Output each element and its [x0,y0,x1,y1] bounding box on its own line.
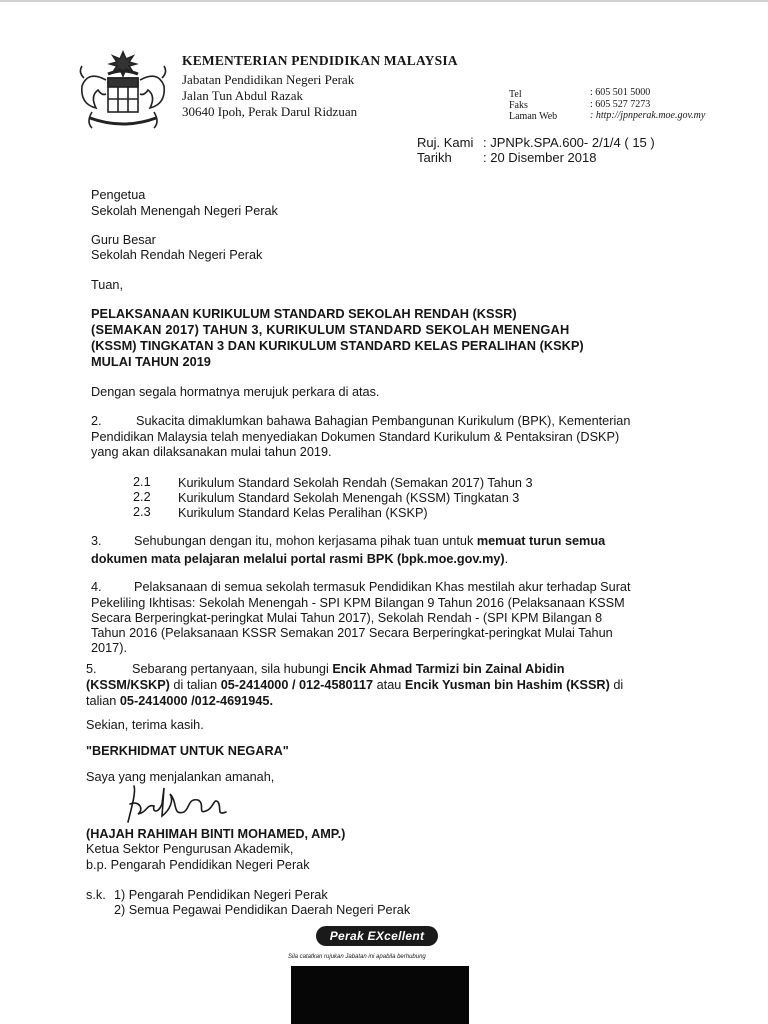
para-5-text: talian [86,694,117,708]
salutation: Tuan, [91,278,123,292]
motto: "BERKHIDMAT UNTUK NEGARA" [86,744,289,758]
signatory-name: (HAJAH RAHIMAH BINTI MOHAMED, AMP.) [86,827,346,841]
contact-label-fax: Faks [509,100,528,111]
signatory-title: Ketua Sektor Pengurusan Akademik, [86,842,294,856]
para-5-text: atau [376,678,402,692]
para-5-line-1 [132,662,565,677]
subject-line-1: PELAKSANAAN KURIKULUM STANDARD SEKOLAH RENDAH (KSSR) [91,306,517,321]
footer-note: Sila catatkan rujukan Jabatan ini apabila berhubung [288,954,426,960]
list-item-text: Kurikulum Standard Kelas Peralihan (KSKP) [178,506,428,520]
para-5-line-2 [86,678,623,693]
cc-item: 1) Pengarah Pendidikan Negeri Perak [114,888,328,902]
scan-edge-line [0,0,768,2]
para-5-text: di [613,678,624,692]
para-3-line-1 [134,534,605,549]
list-item-text: Kurikulum Standard Sekolah Rendah (Semakan 2017) Tahun 3 [178,476,533,490]
ref-label: Ruj. Kami [417,135,474,150]
contact-value-web[interactable]: : http://jpnperak.moe.gov.my [590,110,706,121]
intro-paragraph: Dengan segala hormatnya merujuk perkara di atas. [91,385,380,399]
department-name: Jabatan Pendidikan Negeri Perak [182,72,355,87]
ref-value: : JPNPk.SPA.600- 2/1/4 ( 15 ) [483,135,655,150]
para-5-number: 5. [86,662,97,676]
contact-value-tel: : 605 501 5000 [590,87,651,98]
para-4-line-1: Pelaksanaan di semua sekolah termasuk Pendidikan Khas mestilah akur terhadap Surat [134,580,631,594]
trust-line: Saya yang menjalankan amanah, [86,770,275,784]
recipient-1-school: Sekolah Menengah Negeri Perak [91,204,278,218]
para-3-number: 3. [91,534,102,548]
date-label: Tarikh [417,150,452,165]
para-4-line-4: Tahun 2016 (Pelaksanaan KSSR Semakan 2017 Secara Berperingkat-peringkat Mulai Tahun [91,626,613,640]
perak-excellent-logo: Perak EXcellent [316,926,438,946]
para-2-line-3: yang akan dilaksanakan mulai tahun 2019. [91,445,332,459]
para-4-line-5: 2017). [91,641,127,655]
contact-value-fax: : 605 527 7273 [590,99,651,110]
handwritten-signature [118,782,238,832]
contact-label-tel: Tel [509,89,522,100]
para-2-line-1: Sukacita dimaklumkan bahawa Bahagian Pembangunan Kurikulum (BPK), Kementerian [136,414,631,428]
list-item-number: 2.3 [133,505,151,519]
para-3-line-2 [91,552,508,567]
list-item-number: 2.2 [133,490,151,504]
para-2-line-2: Pendidikan Malaysia telah menyediakan Dokumen Standard Kurikulum & Pentaksiran (DSKP) [91,430,620,444]
para-4-number: 4. [91,580,102,594]
recipient-1-title: Pengetua [91,188,146,202]
ministry-name: KEMENTERIAN PENDIDIKAN MALAYSIA [182,53,458,68]
subject-line-2: (SEMAKAN 2017) TAHUN 3, KURIKULUM STANDARD SEKOLAH MENENGAH [91,322,570,337]
contact-label-web: Laman Web [509,111,558,122]
para-2-number: 2. [91,414,102,428]
city-address: 30640 Ipoh, Perak Darul Ridzuan [182,104,358,119]
recipient-2-title: Guru Besar [91,233,156,247]
list-item-text: Kurikulum Standard Sekolah Menengah (KSSM) Tingkatan 3 [178,491,520,505]
cc-label: s.k. [86,888,106,902]
signatory-on-behalf: b.p. Pengarah Pendidikan Negeri Perak [86,858,310,872]
recipient-2-school: Sekolah Rendah Negeri Perak [91,248,263,262]
para-4-line-2: Pekeliling Ikhtisas: Sekolah Menengah - SPI KPM Bilangan 9 Tahun 2016 (Pelaksanaan KSSM [91,596,625,610]
malaysia-coat-of-arms-icon [70,48,176,132]
contact-person-1-unit: (KSSM/KSKP) [86,678,170,692]
contact-person-1: Encik Ahmad Tarmizi bin Zainal Abidin [332,662,565,676]
para-3-line-2-end: . [504,552,509,566]
street-address: Jalan Tun Abdul Razak [182,88,303,103]
date-value: : 20 Disember 2018 [483,150,597,165]
cc-item: 2) Semua Pegawai Pendidikan Daerah Negeri Perak [114,903,411,917]
contact-person-2-phone: 05-2414000 /012-4691945. [119,694,273,708]
para-5-text: di talian [173,678,218,692]
para-3-line-1-plain: Sehubungan dengan itu, mohon kerjasama pihak tuan untuk [134,534,474,548]
para-4-line-3: Secara Berperingkat-peringkat Mulai Tahun 2017), Sekolah Rendah - (SPI KPM Bilangan 8 [91,611,603,625]
para-3-line-1-bold: memuat turun semua [476,534,606,548]
subject-line-3: (KSSM) TINGKATAN 3 DAN KURIKULUM STANDARD KELAS PERALIHAN (KSKP) [91,338,584,353]
list-item-number: 2.1 [133,475,151,489]
contact-person-2: Encik Yusman bin Hashim (KSSR) [404,678,610,692]
para-5-line-3 [86,694,273,709]
para-5-line-1-plain: Sebarang pertanyaan, sila hubungi [132,662,329,676]
redaction-block [291,966,469,1024]
contact-person-1-phone: 05-2414000 / 012-4580117 [220,678,374,692]
closing-line: Sekian, terima kasih. [86,718,204,732]
subject-line-4: MULAI TAHUN 2019 [91,354,211,369]
bpk-portal-link[interactable]: dokumen mata pelajaran melalui portal rasmi BPK (bpk.moe.gov.my) [91,552,505,566]
